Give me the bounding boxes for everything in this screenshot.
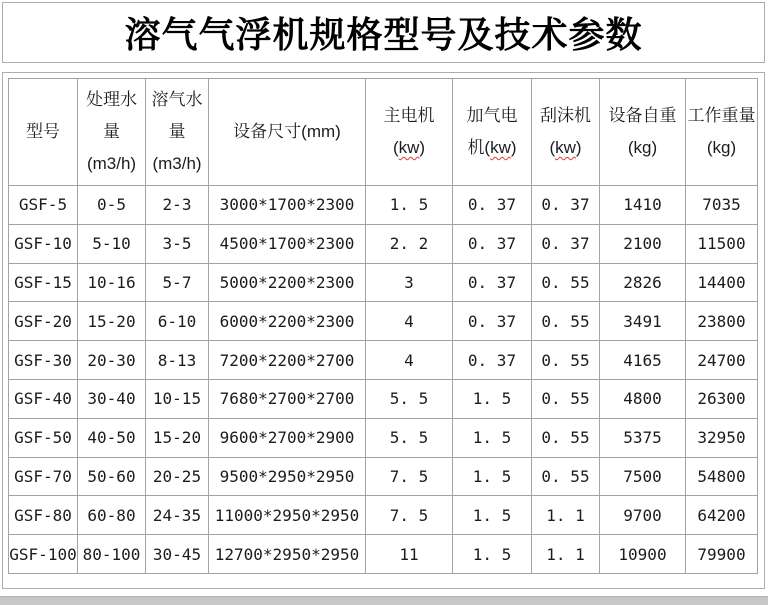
spec-table-head xyxy=(9,79,758,186)
cell-equipment-size: 3000*1700*2300 xyxy=(209,186,366,225)
col-header-treated-water: 处理水 量 (m3/h) xyxy=(78,79,146,186)
table-row xyxy=(9,496,758,535)
cell-treated-water-volume: 40-50 xyxy=(78,418,146,457)
cell-treated-water-volume: 10-16 xyxy=(78,263,146,302)
cell-dissolved-air-water-volume: 30-45 xyxy=(146,535,209,574)
cell-model: GSF-10 xyxy=(9,224,78,263)
cell-main-motor: 11 xyxy=(366,535,453,574)
col-header-model xyxy=(9,79,78,186)
cell-scum-scraper: 0. 55 xyxy=(532,302,600,341)
cell-scum-scraper: 0. 55 xyxy=(532,418,600,457)
cell-treated-water-volume: 5-10 xyxy=(78,224,146,263)
cell-equipment-weight: 10900 xyxy=(600,535,686,574)
cell-model: GSF-15 xyxy=(9,263,78,302)
cell-main-motor: 4 xyxy=(366,302,453,341)
cell-treated-water-volume: 60-80 xyxy=(78,496,146,535)
cell-aeration-motor: 0. 37 xyxy=(453,224,532,263)
cell-treated-water-volume: 20-30 xyxy=(78,341,146,380)
cell-main-motor: 3 xyxy=(366,263,453,302)
cell-working-weight: 14400 xyxy=(686,263,758,302)
table-row xyxy=(9,418,758,457)
cell-main-motor: 7. 5 xyxy=(366,457,453,496)
cell-working-weight: 32950 xyxy=(686,418,758,457)
cell-working-weight: 11500 xyxy=(686,224,758,263)
table-row xyxy=(9,186,758,225)
cell-treated-water-volume: 30-40 xyxy=(78,379,146,418)
cell-main-motor: 4 xyxy=(366,341,453,380)
cell-scum-scraper: 0. 37 xyxy=(532,224,600,263)
cell-aeration-motor: 1. 5 xyxy=(453,496,532,535)
spellcheck-squiggle: kw xyxy=(490,138,511,157)
table-row xyxy=(9,224,758,263)
cell-model: GSF-80 xyxy=(9,496,78,535)
cell-dissolved-air-water-volume: 15-20 xyxy=(146,418,209,457)
table-row xyxy=(9,341,758,380)
cell-main-motor: 7. 5 xyxy=(366,496,453,535)
cell-treated-water-volume: 50-60 xyxy=(78,457,146,496)
col-header-main-motor: 主电机 (kw) xyxy=(366,79,453,186)
spellcheck-squiggle: kw xyxy=(555,138,576,157)
cell-treated-water-volume: 15-20 xyxy=(78,302,146,341)
cell-equipment-size: 9500*2950*2950 xyxy=(209,457,366,496)
col-header-dissolved-air-water: 溶气水 量 (m3/h) xyxy=(146,79,209,186)
cell-aeration-motor: 1. 5 xyxy=(453,379,532,418)
cell-equipment-size: 5000*2200*2300 xyxy=(209,263,366,302)
cell-equipment-size: 7200*2200*2700 xyxy=(209,341,366,380)
cell-model: GSF-100 xyxy=(9,535,78,574)
cell-equipment-weight: 4800 xyxy=(600,379,686,418)
cell-aeration-motor: 0. 37 xyxy=(453,302,532,341)
cell-working-weight: 64200 xyxy=(686,496,758,535)
cell-scum-scraper: 0. 55 xyxy=(532,341,600,380)
col-header-equipment-size: 设备尺寸(mm) xyxy=(209,79,366,186)
cell-working-weight: 26300 xyxy=(686,379,758,418)
cell-treated-water-volume: 80-100 xyxy=(78,535,146,574)
header-row xyxy=(9,79,758,186)
cell-working-weight: 79900 xyxy=(686,535,758,574)
col-header-equipment-weight: 设备自重 (kg) xyxy=(600,79,686,186)
treated-water-unit: (m3/h) xyxy=(86,154,137,173)
cell-working-weight: 7035 xyxy=(686,186,758,225)
cell-aeration-motor: 0. 37 xyxy=(453,341,532,380)
table-row xyxy=(9,302,758,341)
cell-dissolved-air-water-volume: 10-15 xyxy=(146,379,209,418)
cell-scum-scraper: 0. 55 xyxy=(532,263,600,302)
spec-table-container xyxy=(2,72,765,589)
cell-dissolved-air-water-volume: 20-25 xyxy=(146,457,209,496)
cell-dissolved-air-water-volume: 24-35 xyxy=(146,496,209,535)
col-header-aeration-motor: 加气电 机(kw) xyxy=(453,79,532,186)
cell-dissolved-air-water-volume: 5-7 xyxy=(146,263,209,302)
cell-model: GSF-70 xyxy=(9,457,78,496)
equipment-weight-unit: (kg) xyxy=(627,138,658,157)
col-header-working-weight: 工作重量 (kg) xyxy=(686,79,758,186)
cell-dissolved-air-water-volume: 6-10 xyxy=(146,302,209,341)
cell-dissolved-air-water-volume: 3-5 xyxy=(146,224,209,263)
cell-model: GSF-5 xyxy=(9,186,78,225)
cell-equipment-weight: 9700 xyxy=(600,496,686,535)
table-row xyxy=(9,379,758,418)
cell-equipment-size: 9600*2700*2900 xyxy=(209,418,366,457)
cell-scum-scraper: 1. 1 xyxy=(532,496,600,535)
cell-working-weight: 54800 xyxy=(686,457,758,496)
spec-table-body xyxy=(9,186,758,574)
cell-equipment-weight: 2826 xyxy=(600,263,686,302)
main-motor-unit: (kw) xyxy=(392,138,426,157)
cell-dissolved-air-water-volume: 8-13 xyxy=(146,341,209,380)
bottom-gray-strip xyxy=(0,596,768,605)
cell-aeration-motor: 1. 5 xyxy=(453,457,532,496)
table-row xyxy=(9,535,758,574)
cell-model: GSF-50 xyxy=(9,418,78,457)
cell-aeration-motor: 0. 37 xyxy=(453,186,532,225)
cell-equipment-size: 6000*2200*2300 xyxy=(209,302,366,341)
cell-model: GSF-40 xyxy=(9,379,78,418)
title-box xyxy=(2,2,765,63)
spec-table xyxy=(8,78,758,574)
col-header-scum-scraper: 刮沫机 (kw) xyxy=(532,79,600,186)
cell-equipment-size: 12700*2950*2950 xyxy=(209,535,366,574)
table-row xyxy=(9,457,758,496)
cell-equipment-size: 11000*2950*2950 xyxy=(209,496,366,535)
cell-equipment-size: 4500*1700*2300 xyxy=(209,224,366,263)
cell-model: GSF-30 xyxy=(9,341,78,380)
scum-scraper-unit: (kw) xyxy=(549,138,582,157)
cell-aeration-motor: 0. 37 xyxy=(453,263,532,302)
cell-working-weight: 24700 xyxy=(686,341,758,380)
cell-equipment-weight: 7500 xyxy=(600,457,686,496)
table-row xyxy=(9,263,758,302)
cell-equipment-weight: 1410 xyxy=(600,186,686,225)
col-header-model-label: 型号 xyxy=(26,122,60,141)
spellcheck-squiggle: kw xyxy=(398,138,420,157)
cell-equipment-weight: 3491 xyxy=(600,302,686,341)
cell-working-weight: 23800 xyxy=(686,302,758,341)
working-weight-unit: (kg) xyxy=(706,138,737,157)
cell-equipment-weight: 5375 xyxy=(600,418,686,457)
page-title: 溶气气浮机规格型号及技术参数 xyxy=(124,14,643,55)
cell-main-motor: 5. 5 xyxy=(366,379,453,418)
cell-equipment-weight: 4165 xyxy=(600,341,686,380)
aeration-motor-unit: 机(kw) xyxy=(467,138,517,157)
cell-equipment-weight: 2100 xyxy=(600,224,686,263)
dissolved-air-water-unit: (m3/h) xyxy=(152,154,202,173)
cell-scum-scraper: 0. 55 xyxy=(532,379,600,418)
cell-aeration-motor: 1. 5 xyxy=(453,535,532,574)
cell-dissolved-air-water-volume: 2-3 xyxy=(146,186,209,225)
cell-treated-water-volume: 0-5 xyxy=(78,186,146,225)
cell-main-motor: 1. 5 xyxy=(366,186,453,225)
cell-scum-scraper: 0. 55 xyxy=(532,457,600,496)
cell-main-motor: 5. 5 xyxy=(366,418,453,457)
cell-equipment-size: 7680*2700*2700 xyxy=(209,379,366,418)
cell-aeration-motor: 1. 5 xyxy=(453,418,532,457)
cell-scum-scraper: 0. 37 xyxy=(532,186,600,225)
cell-scum-scraper: 1. 1 xyxy=(532,535,600,574)
cell-main-motor: 2. 2 xyxy=(366,224,453,263)
cell-model: GSF-20 xyxy=(9,302,78,341)
